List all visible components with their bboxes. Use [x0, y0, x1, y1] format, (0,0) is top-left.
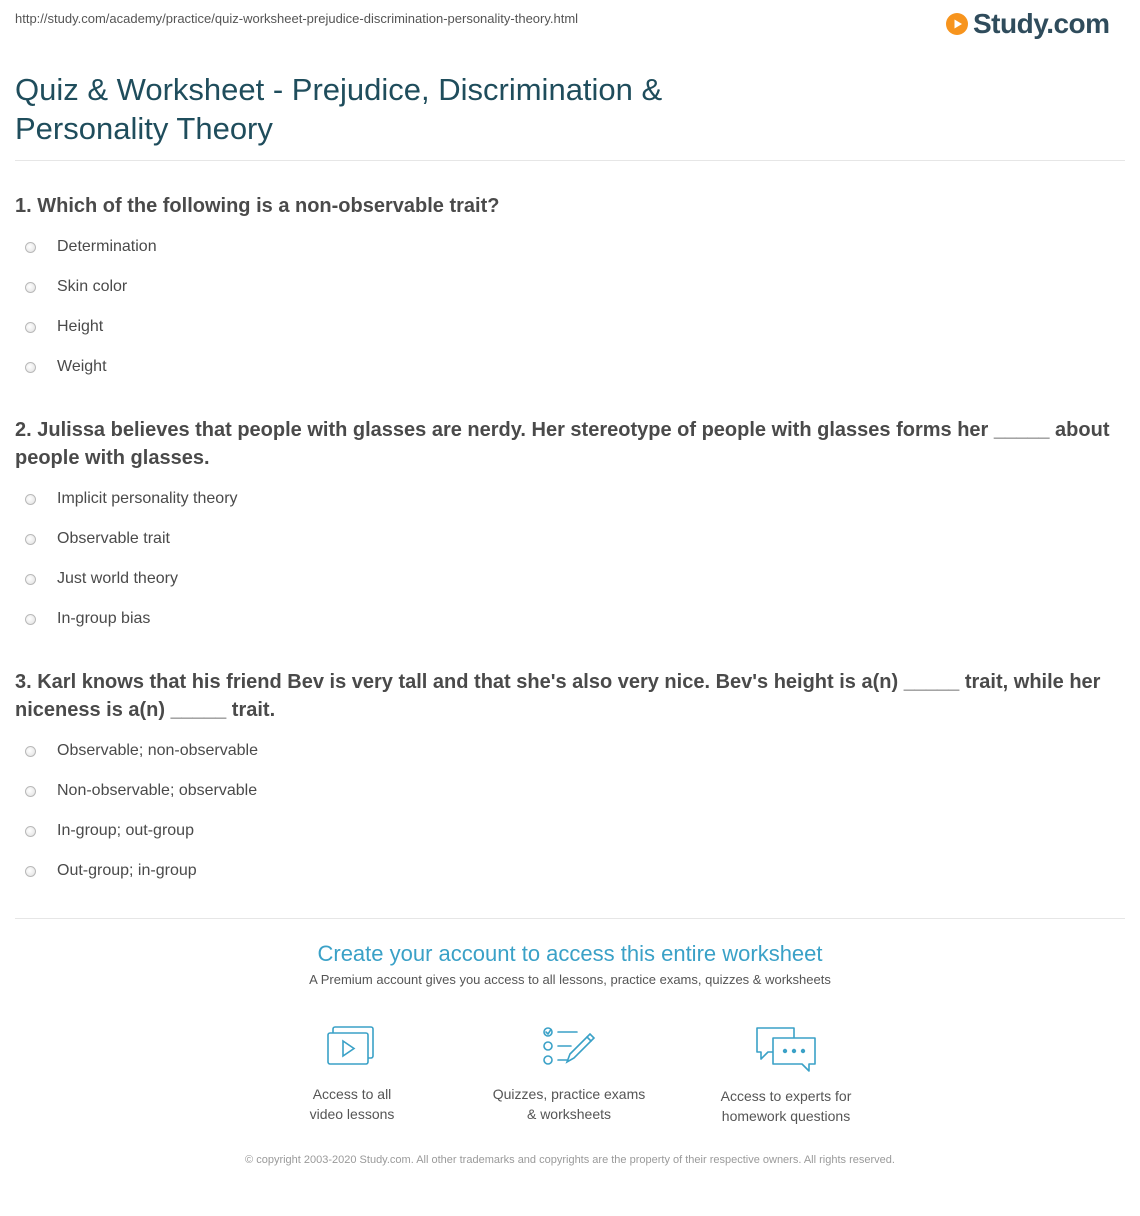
- logo-text: Study.com: [973, 8, 1110, 39]
- option-label: Implicit personality theory: [57, 490, 238, 507]
- answer-option[interactable]: [15, 771, 615, 811]
- answer-option[interactable]: [15, 519, 615, 559]
- option-label: Weight: [57, 358, 107, 375]
- create-account-link[interactable]: Create your account to access this entire worksheet: [317, 941, 823, 966]
- page-title: Quiz & Worksheet - Prejudice, Discrimination & Personality Theory: [15, 72, 663, 146]
- questions-divider: [15, 918, 1125, 919]
- answer-option[interactable]: [15, 731, 615, 771]
- radio-button[interactable]: [25, 322, 36, 333]
- radio-button[interactable]: [25, 746, 36, 757]
- feature-quizzes: [469, 1024, 669, 1124]
- answer-option[interactable]: [15, 559, 615, 599]
- radio-button[interactable]: [25, 534, 36, 545]
- feature-video-lessons: [252, 1024, 452, 1124]
- radio-button[interactable]: [25, 786, 36, 797]
- feature-label: Quizzes, practice exams & worksheets: [492, 1086, 646, 1122]
- option-label: Skin color: [57, 278, 128, 295]
- answer-option[interactable]: [15, 347, 615, 387]
- answer-option[interactable]: [15, 851, 615, 891]
- answer-option[interactable]: [15, 227, 615, 267]
- radio-button[interactable]: [25, 574, 36, 585]
- copyright-notice: © copyright 2003-2020 Study.com. All other trademarks and copyrights are the property of their respective owners. All rights reserved.: [245, 1154, 895, 1166]
- quiz-checklist-icon: [539, 1024, 599, 1072]
- feature-label: Access to experts for homework questions: [720, 1088, 852, 1124]
- feature-label: Access to all video lessons: [309, 1086, 395, 1122]
- option-label: In-group; out-group: [57, 822, 194, 839]
- question-1: 1. Which of the following is a non-observable trait?: [15, 195, 500, 217]
- chat-bubbles-icon: [754, 1024, 818, 1074]
- study-logo[interactable]: [945, 8, 1110, 40]
- cta-subtitle: A Premium account gives you access to all lessons, practice exams, quizzes & worksheets: [309, 972, 831, 987]
- option-label: In-group bias: [57, 610, 151, 627]
- option-label: Observable trait: [57, 530, 170, 547]
- option-label: Determination: [57, 238, 157, 255]
- question-1-options: [15, 227, 615, 387]
- radio-button[interactable]: [25, 362, 36, 373]
- video-lessons-icon: [324, 1024, 380, 1072]
- option-label: Non-observable; observable: [57, 782, 258, 799]
- answer-option[interactable]: [15, 267, 615, 307]
- radio-button[interactable]: [25, 614, 36, 625]
- question-2-options: [15, 479, 615, 639]
- question-3: 3. Karl knows that his friend Bev is very tall and that she's also very nice. Bev's height is a(n) _____ trait, while her niceness is a(n) _____ trait.: [15, 671, 1101, 721]
- radio-button[interactable]: [25, 282, 36, 293]
- option-label: Observable; non-observable: [57, 742, 259, 759]
- radio-button[interactable]: [25, 866, 36, 877]
- play-circle-icon: [945, 12, 969, 36]
- question-2: 2. Julissa believes that people with glasses are nerdy. Her stereotype of people with glasses forms her _____ about people with glasses.: [15, 419, 1110, 469]
- radio-button[interactable]: [25, 494, 36, 505]
- option-label: Height: [57, 318, 104, 335]
- page-url: http://study.com/academy/practice/quiz-worksheet-prejudice-discrimination-personality-theory.html: [15, 11, 579, 26]
- question-3-options: [15, 731, 615, 891]
- answer-option[interactable]: [15, 811, 615, 851]
- answer-option[interactable]: [15, 599, 615, 639]
- answer-option[interactable]: [15, 479, 615, 519]
- radio-button[interactable]: [25, 826, 36, 837]
- option-label: Out-group; in-group: [57, 862, 197, 879]
- answer-option[interactable]: [15, 307, 615, 347]
- header-divider: [15, 160, 1125, 161]
- option-label: Just world theory: [57, 570, 178, 587]
- radio-button[interactable]: [25, 242, 36, 253]
- feature-experts: [686, 1024, 886, 1126]
